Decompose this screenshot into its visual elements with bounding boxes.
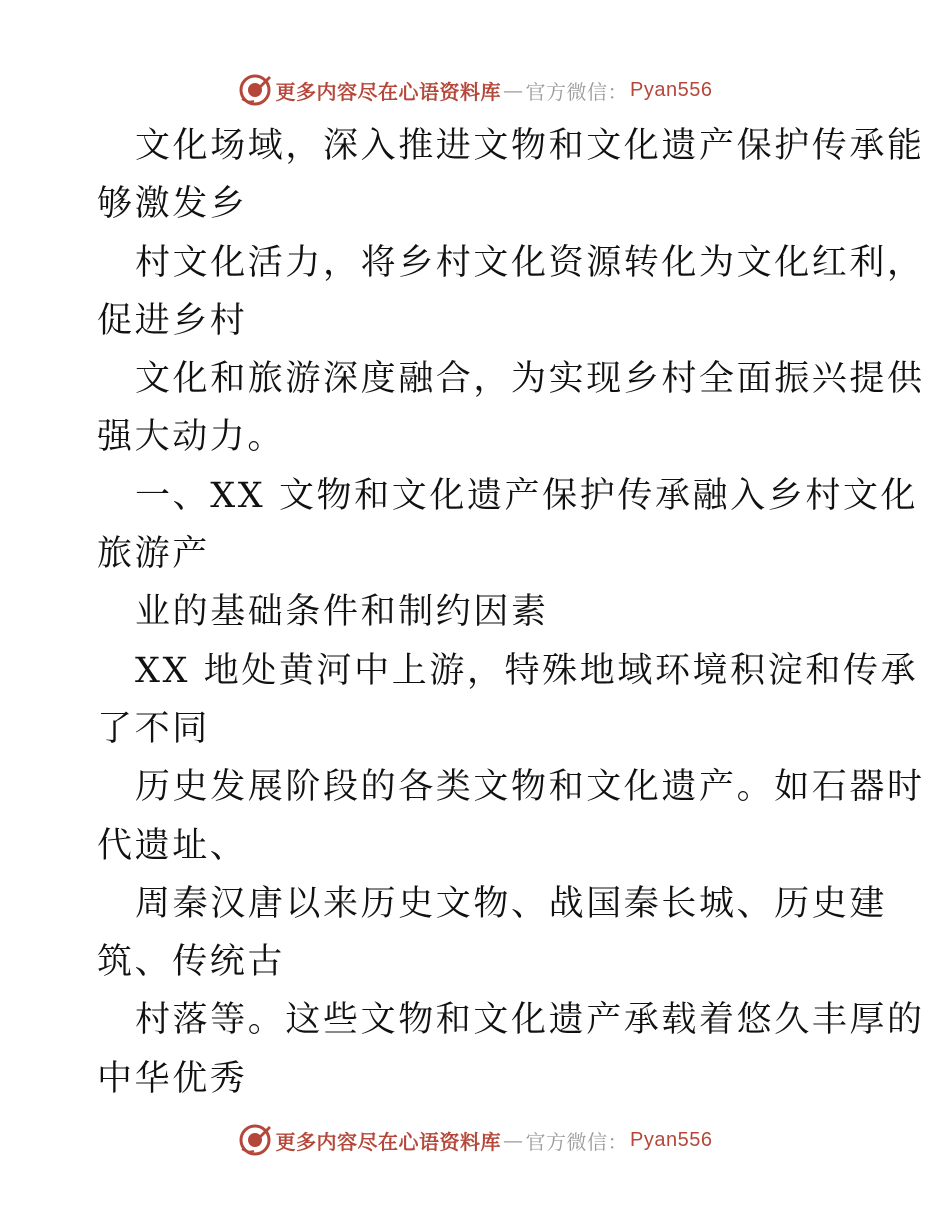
text-line: 中华优秀 — [97, 1058, 248, 1099]
text-line: 代遗址、 — [97, 825, 248, 866]
banner-dash: — — [503, 78, 524, 102]
text-line: 够激发乡 — [97, 184, 248, 225]
text-line: 文化场域，深入推进文物和文化遗产保护传承能 — [135, 126, 925, 166]
text-line: 强大动力。 — [97, 417, 286, 458]
text-line: 周秦汉唐以来历史文物、战国秦长城、历史建 — [135, 883, 888, 924]
text-line: 促进乡村 — [97, 300, 248, 341]
section-heading-line: 旅游产 — [97, 534, 210, 575]
text-line: XX 地处黄河中上游，特殊地域环境积淀和传承 — [135, 650, 919, 691]
seal-pen-icon — [238, 73, 272, 107]
header-banner — [0, 70, 950, 110]
banner-title: 更多内容尽在心语资料库 — [275, 1129, 502, 1154]
text-line: 文化和旅游深度融合，为实现乡村全面振兴提供 — [135, 359, 925, 400]
banner-contact-id: Pyan556 — [630, 1128, 713, 1151]
text-line: 筑、传统古 — [97, 942, 286, 983]
banner-contact-label: 官方微信： — [525, 79, 629, 104]
text-line: 村文化活力，将乡村文化资源转化为文化红利， — [135, 242, 925, 283]
seal-pen-icon — [238, 1123, 272, 1157]
banner-contact-label: 官方微信： — [525, 1129, 629, 1154]
text-line: 历史发展阶段的各类文物和文化遗产。如石器时 — [135, 767, 925, 808]
banner-title: 更多内容尽在心语资料库 — [275, 79, 502, 104]
text-line: 村落等。这些文物和文化遗产承载着悠久丰厚的 — [135, 1000, 925, 1041]
document-body — [97, 117, 925, 1108]
footer-banner — [0, 1120, 950, 1160]
text-line: 了不同 — [97, 708, 210, 749]
banner-dash: — — [503, 1128, 524, 1152]
section-heading-line: 一、XX 文物和文化遗产保护传承融入乡村文化 — [135, 475, 919, 516]
banner-contact-id: Pyan556 — [630, 78, 713, 101]
section-heading-line: 业的基础条件和制约因素 — [135, 592, 549, 633]
